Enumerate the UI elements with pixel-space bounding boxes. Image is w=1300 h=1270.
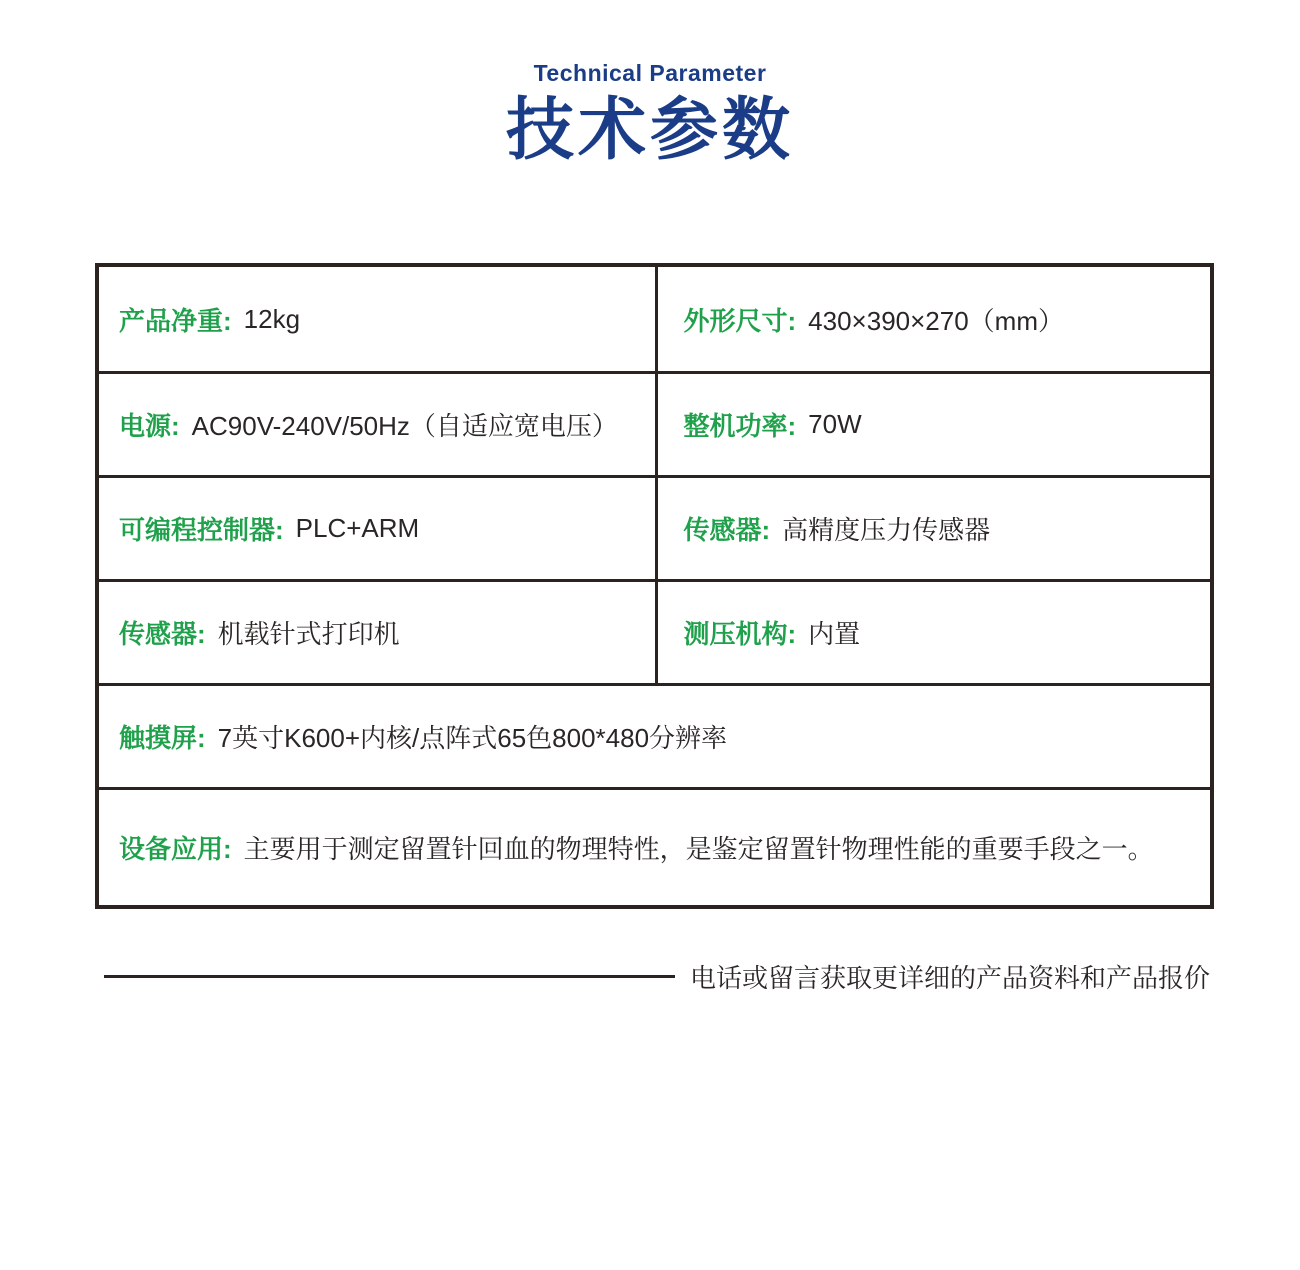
- dimensions-value: 430×390×270（mm）: [808, 305, 1064, 336]
- dimensions-label: 外形尺寸:: [683, 305, 797, 336]
- touchscreen-label: 触摸屏:: [119, 723, 206, 753]
- cell-dimensions: [655, 267, 1211, 371]
- total-power-value: 70W: [808, 409, 862, 439]
- cell-sensor: [655, 478, 1211, 579]
- cell-net-weight: [99, 267, 655, 371]
- controller-value: PLC+ARM: [295, 513, 420, 543]
- pressure-mechanism-label: 测压机构:: [683, 619, 797, 649]
- table-row: [99, 371, 1210, 475]
- cell-touchscreen: [99, 686, 1210, 787]
- cell-application: [99, 790, 1210, 905]
- application-value: 主要用于测定留置针回血的物理特性，是鉴定留置针物理性能的重要手段之一。: [243, 834, 1154, 864]
- table-row: [99, 475, 1210, 579]
- header: [0, 60, 1300, 166]
- sensor-label: 传感器:: [683, 515, 771, 545]
- divider-line: [104, 975, 675, 978]
- touchscreen-value: 7英寸K600+内核/点阵式65色800*480分辨率: [217, 723, 728, 753]
- cell-printer: [99, 582, 655, 683]
- page-title: 技术参数: [505, 92, 794, 168]
- application-label: 设备应用:: [119, 834, 232, 864]
- cell-total-power: [655, 374, 1211, 475]
- printer-value: 机载针式打印机: [217, 619, 400, 649]
- subtitle-en: Technical Parameter: [533, 60, 767, 86]
- sensor-value: 高精度压力传感器: [782, 515, 991, 545]
- table-row: [99, 683, 1210, 787]
- table-row: [99, 579, 1210, 683]
- controller-label: 可编程控制器:: [119, 515, 284, 545]
- cell-controller: [99, 478, 655, 579]
- cell-pressure-mechanism: [655, 582, 1211, 683]
- spec-table: [95, 263, 1214, 909]
- footer: [104, 958, 1214, 995]
- net-weight-label: 产品净重:: [119, 305, 232, 336]
- table-row: [99, 267, 1210, 371]
- total-power-label: 整机功率:: [683, 411, 797, 441]
- cell-power-supply: [99, 374, 655, 475]
- pressure-mechanism-value: 内置: [808, 619, 861, 649]
- power-supply-value: AC90V-240V/50Hz（自适应宽电压）: [191, 411, 618, 441]
- table-row: [99, 787, 1210, 905]
- net-weight-value: 12kg: [243, 303, 301, 334]
- power-supply-label: 电源:: [119, 411, 180, 441]
- printer-label: 传感器:: [119, 619, 206, 649]
- contact-note: 电话或留言获取更详细的产品资料和产品报价: [690, 963, 1211, 993]
